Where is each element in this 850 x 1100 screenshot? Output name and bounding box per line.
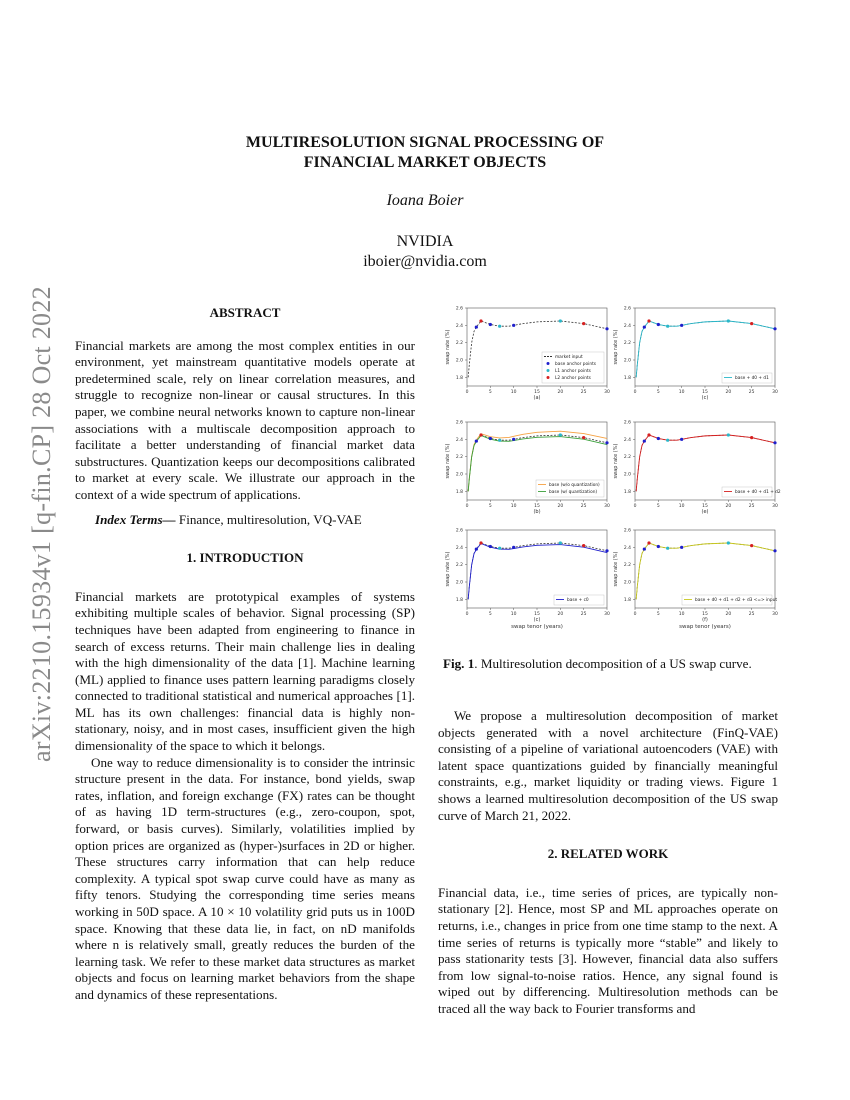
y-axis-label: swap rate (%)	[613, 551, 619, 587]
y-tick-label: 2.2	[455, 563, 463, 569]
y-tick-label: 2.6	[455, 420, 463, 426]
subplot-label: (f)	[702, 617, 708, 623]
x-tick-label: 15	[702, 504, 708, 509]
base-anchor-point	[512, 438, 515, 441]
l1-anchor-point	[666, 547, 669, 550]
market-input-line	[636, 321, 775, 377]
reconstruction-line	[468, 544, 607, 600]
x-tick-label: 10	[678, 390, 685, 395]
x-tick-label: 0	[633, 612, 637, 617]
y-axis-label: swap rate (%)	[613, 443, 619, 479]
figure-caption	[443, 656, 783, 672]
y-tick-label: 2.0	[623, 580, 631, 586]
intro-paragraph-2: One way to reduce dimensionality is to consider the intrinsic structure present in the data. For instance, bond yields, swap rates, inflation, and foreign exchange (FX) rates can be thought of as having 1D term-structures (e.g., zero-coupon, spot, forward, or basis curves). Similarly, volatilities implied by option prices are organized as (hyper-)surfaces in 2D or higher. These structures carry information that can help reduce complexity. A typical spot swap curve could have as many as fifty tenors. Studying the corresponding time series means working in 50D space. A 10 × 10 volatility grid puts us in 100D space. Knowing that these data lie, in fact, on nD manifolds where n is relatively small, greatly reduces the burden of the learning task. We refer to these market data structures as market objects and focus on learning market behaviors from the shape and dynamics of these representations.	[75, 754, 415, 1002]
base-anchor-point	[489, 437, 492, 440]
subplot-5	[445, 528, 610, 631]
x-tick-label: 10	[678, 612, 685, 617]
y-tick-label: 1.8	[455, 489, 463, 495]
l2-anchor-point	[582, 322, 585, 325]
x-tick-label: 30	[772, 504, 778, 509]
x-tick-label: 15	[534, 504, 540, 509]
x-tick-label: 30	[604, 612, 610, 617]
x-tick-label: 10	[510, 504, 517, 509]
x-tick-label: 5	[656, 390, 660, 395]
legend-entry: base + d0 + d1 + d2 + d3 <=> input	[695, 598, 778, 603]
base-anchor-point	[680, 546, 683, 549]
base-anchor-point	[657, 323, 660, 326]
legend-entry: base (w/o quantization)	[549, 483, 600, 488]
x-tick-label: 10	[678, 504, 685, 509]
legend-entry: market input	[555, 355, 583, 360]
author-email: iboier@nvidia.com	[363, 253, 487, 270]
reconstruction-line	[636, 435, 775, 491]
base-anchor-point	[475, 547, 478, 550]
x-tick-label: 10	[510, 612, 517, 617]
y-tick-label: 1.8	[623, 489, 631, 495]
x-tick-label: 25	[748, 504, 755, 509]
y-tick-label: 2.4	[455, 437, 463, 443]
paper-title	[150, 133, 700, 173]
l1-anchor-point	[498, 439, 501, 442]
base-anchor-point	[773, 327, 776, 330]
y-axis-label: swap rate (%)	[445, 443, 451, 479]
subplot-label: (c)	[701, 395, 709, 401]
y-tick-label: 2.0	[455, 580, 463, 586]
y-axis-label: swap rate (%)	[445, 551, 451, 587]
x-tick-label: 5	[656, 612, 660, 617]
base-anchor-point	[680, 324, 683, 327]
index-terms-values: Finance, multiresolution, VQ-VAE	[175, 511, 362, 527]
l1-anchor-point	[559, 433, 562, 436]
base-anchor-point	[489, 545, 492, 548]
subplot-label: (b)	[533, 509, 541, 515]
subplot-label: (a)	[533, 395, 541, 401]
x-tick-label: 20	[725, 504, 732, 509]
title-line-1: MULTIRESOLUTION SIGNAL PROCESSING OF	[245, 134, 605, 151]
l1-anchor-point	[727, 541, 730, 544]
subplot-4	[613, 420, 781, 516]
y-tick-label: 2.0	[623, 472, 631, 478]
intro-paragraph-1: Financial markets are prototypical examples of systems exhibiting multiple scales of behavior. Signal processing (SP) techniques have been adapted from engineering to finance in search of excess returns. Their main challenge lies in dealing with the high dimensionality of the data [1]. Machine learning (ML) applied to finance uses pattern learning paradigms closely connected to traditional statistical and numerical approaches [1]. ML has its own challenges: financial data is highly non-stationary, noisy, and in most cases, insufficient given the high dimensionality of the space to which it belongs.	[75, 588, 415, 754]
x-tick-label: 25	[580, 612, 587, 617]
abstract-text: Financial markets are among the most complex entities in our environment, yet mainstream quantitative models operate at predetermined scale, rely on linear correlation measures, and struggle to recognize non-linear or causal structures. In this paper, we combine neural networks known to capture non-linear associations with a multiscale decomposition approach to facilitate a better understanding of financial market data substructures. Quantization keeps our decompositions calibrated to market at every scale. We illustrate our approach in the context of a wide spectrum of applications.	[75, 337, 415, 502]
figure-1	[437, 300, 781, 640]
base-anchor-point	[657, 437, 660, 440]
base-anchor-point	[643, 325, 646, 328]
l2-anchor-point	[582, 436, 585, 439]
y-tick-label: 1.8	[623, 375, 631, 381]
l2-anchor-point	[479, 433, 482, 436]
y-tick-label: 2.6	[455, 306, 463, 312]
subplot-label: (c)	[533, 617, 541, 623]
y-tick-label: 2.4	[623, 323, 631, 329]
x-tick-label: 20	[725, 390, 732, 395]
y-tick-label: 2.0	[623, 358, 631, 364]
l1-anchor-point	[559, 319, 562, 322]
x-tick-label: 0	[465, 504, 469, 509]
x-tick-label: 15	[702, 612, 708, 617]
y-tick-label: 1.8	[455, 375, 463, 381]
legend-entry: base anchor points	[555, 362, 597, 367]
y-tick-label: 2.2	[623, 455, 631, 461]
base-anchor-point	[680, 438, 683, 441]
legend-marker	[547, 369, 550, 372]
l2-anchor-point	[750, 544, 753, 547]
left-column	[75, 305, 415, 1004]
legend-marker	[547, 362, 550, 365]
y-tick-label: 2.6	[455, 528, 463, 534]
market-input-line	[636, 435, 775, 491]
base-anchor-point	[512, 324, 515, 327]
market-input-line	[468, 543, 607, 599]
x-tick-label: 15	[534, 612, 540, 617]
x-tick-label: 0	[633, 390, 637, 395]
right-paragraph-1: We propose a multiresolution decomposition of market objects generated with a novel architecture (FinQ-VAE) consisting of a pipeline of variational autoencoders (VAE) with latent space quantizations guided by financially meaningful constraints, e.g., market liquidity or trading views. Figure 1 shows a learned multiresolution decomposition of the US swap curve of March 21, 2022.	[438, 708, 778, 823]
l2-anchor-point	[582, 544, 585, 547]
y-tick-label: 2.6	[623, 420, 631, 426]
l2-anchor-point	[479, 541, 482, 544]
x-tick-label: 5	[488, 504, 492, 509]
index-terms-label: Index Terms—	[95, 511, 176, 527]
y-tick-label: 2.4	[455, 323, 463, 329]
x-tick-label: 20	[557, 390, 564, 395]
base-anchor-point	[605, 549, 608, 552]
subplot-1	[445, 306, 610, 402]
right-paragraph-2: Financial data, i.e., time series of prices, are typically non-stationary [2]. Hence, most SP and ML approaches operate on returns, i.e., changes in price from one time stamp to the next. A time series of returns is typically more “stable” and likely to pass stationarity tests [3]. However, financial data also suffers from low signal-to-noise ratios. Hence, any signal found is wiped out by differencing. Multiresolution methods can be traced all the way back to Fourier transforms and	[438, 884, 778, 1016]
x-tick-label: 5	[488, 390, 492, 395]
x-tick-label: 25	[580, 504, 587, 509]
l2-anchor-point	[750, 322, 753, 325]
l1-anchor-point	[666, 439, 669, 442]
x-tick-label: 0	[465, 390, 469, 395]
base-anchor-point	[643, 439, 646, 442]
x-tick-label: 30	[604, 390, 610, 395]
y-tick-label: 2.0	[455, 472, 463, 478]
legend-entry: base + d0 + d1 + d2	[735, 490, 781, 495]
right-column	[438, 708, 778, 1018]
l2-anchor-point	[647, 433, 650, 436]
legend-entry: base + c0	[567, 598, 589, 603]
y-tick-label: 2.2	[623, 563, 631, 569]
l1-anchor-point	[559, 541, 562, 544]
x-axis-label: swap tenor (years)	[511, 624, 563, 630]
caption-label: Fig. 1	[443, 656, 475, 671]
y-tick-label: 2.6	[623, 306, 631, 312]
base-anchor-point	[643, 547, 646, 550]
l2-anchor-point	[750, 436, 753, 439]
base-anchor-point	[605, 327, 608, 330]
x-tick-label: 25	[748, 612, 755, 617]
base-anchor-point	[512, 546, 515, 549]
arxiv-identifier: arXiv:2210.15934v1 [q-fin.CP] 28 Oct 2022	[27, 285, 56, 762]
reconstruction-line	[636, 321, 775, 377]
l2-anchor-point	[479, 319, 482, 322]
abstract-heading: ABSTRACT	[209, 305, 281, 320]
x-tick-label: 30	[604, 504, 610, 509]
y-tick-label: 2.2	[623, 341, 631, 347]
subplot-6	[613, 528, 778, 631]
l2-anchor-point	[647, 319, 650, 322]
legend-marker	[547, 376, 550, 379]
x-tick-label: 20	[557, 504, 564, 509]
x-tick-label: 25	[748, 390, 755, 395]
x-tick-label: 30	[772, 612, 778, 617]
related-work-heading: 2. RELATED WORK	[547, 846, 669, 862]
subplot-3	[445, 420, 610, 516]
base-anchor-point	[605, 441, 608, 444]
x-tick-label: 15	[702, 390, 708, 395]
l1-anchor-point	[498, 325, 501, 328]
y-tick-label: 1.8	[623, 597, 631, 603]
x-tick-label: 20	[725, 612, 732, 617]
index-terms	[75, 512, 415, 529]
base-anchor-point	[657, 545, 660, 548]
author-name: Ioana Boier	[386, 192, 464, 209]
x-tick-label: 15	[534, 390, 540, 395]
y-tick-label: 2.4	[623, 437, 631, 443]
y-axis-label: swap rate (%)	[613, 329, 619, 365]
x-tick-label: 5	[656, 504, 660, 509]
x-tick-label: 10	[510, 390, 517, 395]
base-anchor-point	[773, 549, 776, 552]
x-tick-label: 25	[580, 390, 587, 395]
subplot-2	[613, 306, 778, 402]
base-anchor-point	[489, 323, 492, 326]
legend-entry: L1 anchor points	[555, 369, 591, 374]
market-input-line	[636, 543, 775, 599]
affiliation	[0, 232, 850, 272]
base-anchor-point	[475, 325, 478, 328]
y-tick-label: 2.4	[455, 545, 463, 551]
subplot-label: (e)	[701, 509, 709, 515]
x-tick-label: 20	[557, 612, 564, 617]
y-tick-label: 2.2	[455, 341, 463, 347]
l1-anchor-point	[498, 547, 501, 550]
base-anchor-point	[475, 439, 478, 442]
x-axis-label: swap tenor (years)	[679, 624, 731, 630]
affiliation-org: NVIDIA	[396, 233, 454, 250]
x-tick-label: 30	[772, 390, 778, 395]
x-tick-label: 0	[465, 612, 469, 617]
l2-anchor-point	[647, 541, 650, 544]
y-tick-label: 2.0	[455, 358, 463, 364]
base-anchor-point	[773, 441, 776, 444]
y-tick-label: 1.8	[455, 597, 463, 603]
l1-anchor-point	[666, 325, 669, 328]
y-tick-label: 2.6	[623, 528, 631, 534]
x-tick-label: 5	[488, 612, 492, 617]
x-tick-label: 0	[633, 504, 637, 509]
reconstruction-line	[636, 543, 775, 599]
legend-entry: base + d0 + d1	[735, 376, 769, 381]
legend-entry: L2 anchor points	[555, 376, 591, 381]
y-tick-label: 2.4	[623, 545, 631, 551]
y-tick-label: 2.2	[455, 455, 463, 461]
title-line-2: FINANCIAL MARKET OBJECTS	[303, 154, 547, 171]
l1-anchor-point	[727, 319, 730, 322]
caption-text: . Multiresolution decomposition of a US swap curve.	[474, 656, 752, 671]
intro-heading: 1. INTRODUCTION	[186, 550, 304, 566]
l1-anchor-point	[727, 433, 730, 436]
y-axis-label: swap rate (%)	[445, 329, 451, 365]
legend-entry: base (w/ quantization)	[549, 490, 598, 495]
